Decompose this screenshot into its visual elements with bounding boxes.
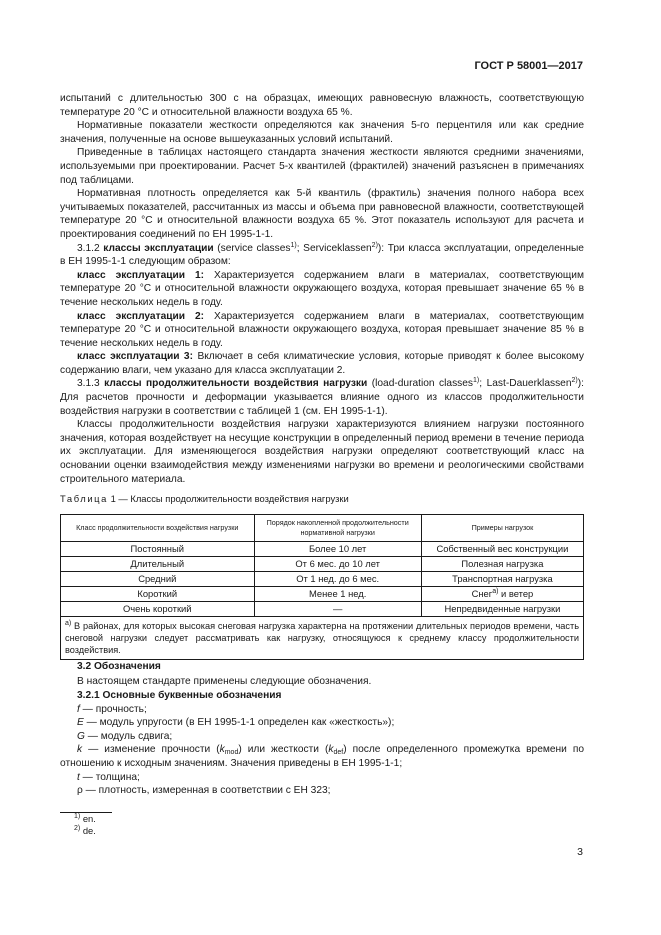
service-class-2: класс эксплуатации 2: Характеризуется содержанием влаги в материалах, соответствующим температуре 20 °С и относительной влажности окружающего воздуха, которая превышает значение 85 % в течение нескольких недель в году. <box>60 310 584 349</box>
term-3-1-3: 3.1.3 классы продолжительности воздействия нагрузки (load-duration classes$^{1)}$; Last-Dauerklassen$^{2)}$): Для расчетов прочности и деформации указывается влияние одного из классов продолжительности воздействия нагрузки в соответствии с таблицей 1 (см. ЕН 1995-1-1). <box>60 377 584 417</box>
table-cell: Более 10 лет <box>254 541 421 556</box>
table-cell: Полезная нагрузка <box>421 556 583 571</box>
symbol-rho: ρ — плотность, измеренная в соответствии с ЕН 323; <box>77 785 331 797</box>
footnote-ref: 2) <box>571 377 578 385</box>
paragraph: В настоящем стандарте применены следующие обозначения. <box>77 676 372 688</box>
document-id-header: ГОСТ Р 58001—2017 <box>474 60 583 72</box>
table-cell: Короткий <box>61 586 255 601</box>
column-header: Примеры нагрузок <box>421 514 583 541</box>
symbol-e: E — модуль упругости (в ЕН 1995-1-1 определен как «жесткость»); <box>77 717 395 729</box>
table-cell: Транспортная нагрузка <box>421 571 583 586</box>
paragraph: Приведенные в таблицах настоящего стандарта значения жесткости являются средними значениями, используемыми при проектировании. Расчет 5-х квантилей (фрактилей) значений разъяснен в примечаниях под таблицами. <box>60 147 584 186</box>
table-row <box>61 571 584 586</box>
paragraph: Нормативная плотность определяется как 5-й квантиль (фрактиль) значения полного набора всех учитываемых показателей, рассчитанных из массы и объема при равновесной влажности, соответствующей температуре 20 °С и относительной влажности воздуха 65 %. Этот показатель используют для расчета и проектирования соединений по ЕН 1995-1-1. <box>60 188 584 240</box>
footnote-ref: 1) <box>473 377 480 385</box>
symbol-g: G — модуль сдвига; <box>77 730 173 742</box>
load-duration-table <box>60 514 584 660</box>
table-cell: — <box>254 601 421 616</box>
footnote-ref: 1) <box>290 241 297 249</box>
term-label: классы продолжительности воздействия нагрузки <box>104 378 368 390</box>
symbol-k: k — изменение прочности $(k_{mod})$ или жесткости $(k_{def})$ после определенного промежутка времени по отношению к исходным значениям. Значения приведены в ЕН 1995-1-1; <box>60 744 585 769</box>
document-body <box>60 92 584 837</box>
footnote-ref: a) <box>492 587 499 595</box>
paragraph: испытаний с длительностью 300 с на образцах, имеющих равновесную влажность, соответствующую температуре 20 °С и относительной влажности воздуха 65 %. <box>60 93 584 118</box>
section-title: 3.2 Обозначения <box>77 660 161 672</box>
table-caption: Таблица 1 — Классы продолжительности воздействия нагрузки <box>60 493 349 505</box>
table-footnote: $^{a)}$ В районах, для которых высокая снеговая нагрузка характерна на протяжении длительных периодов времени, часть снеговой нагрузки следует рассматривать как нагрузку, относящуюся к среднему классу продолжительности воздействия. <box>61 616 584 659</box>
table-row <box>61 541 584 556</box>
symbol-t: t — толщина; <box>77 771 140 783</box>
column-header: Класс продолжительности воздействия нагрузки <box>61 514 255 541</box>
table-row <box>61 586 584 601</box>
symbol-f: f — прочность; <box>77 703 147 715</box>
paragraph: Классы продолжительности воздействия нагрузки характеризуются влиянием нагрузки постоянного значения, которая воздействует на несущие конструкции в определенный период времени в течение периода их эксплуатации. Для изменяющегося воздействия нагрузки определяют соответствующий класс на основании оценки взаимодействия между изменениями нагрузки во времени и реологическими свойствами строительного материала. <box>60 419 584 485</box>
column-header: Порядок накопленной продолжительности нормативной нагрузки <box>254 514 421 541</box>
paragraph: Нормативные показатели жесткости определяются как значения 5-го перцентиля или как средние значения, полученные на основе вышеуказанных условий испытаний. <box>60 120 584 145</box>
table-cell: Длительный <box>61 556 255 571</box>
table-cell: Снег$^{a)}$ и ветер <box>421 586 583 601</box>
page-number: 3 <box>577 846 583 858</box>
subsection-title: 3.2.1 Основные буквенные обозначения <box>77 690 282 701</box>
table-footnote-row <box>61 616 584 659</box>
service-class-1: класс эксплуатации 1: Характеризуется содержанием влаги в материалах, соответствующим температуре 20 °С и относительной влажности окружающего воздуха, которая превышает значение 65 % в течение нескольких недель в году. <box>60 269 584 308</box>
table-cell: Собственный вес конструкции <box>421 541 583 556</box>
footnote: $^{2)}$ de. <box>74 824 96 836</box>
table-row <box>61 601 584 616</box>
table-cell: Средний <box>61 571 255 586</box>
table-cell: Постоянный <box>61 541 255 556</box>
table-cell: От 6 мес. до 10 лет <box>254 556 421 571</box>
term-3-1-2: 3.1.2 классы эксплуатации (service classes$^{1)}$; Serviceklassen$^{2)}$): Три класса эксплуатации, определенные в ЕН 1995-1-1 следующим образом: <box>60 241 584 268</box>
table-cell: Менее 1 нед. <box>254 586 421 601</box>
term-label: классы эксплуатации <box>103 242 214 254</box>
table-cell: Непредвиденные нагрузки <box>421 601 583 616</box>
table-cell: От 1 нед. до 6 мес. <box>254 571 421 586</box>
footnote-ref: 2) <box>371 241 378 249</box>
table-cell: Очень короткий <box>61 601 255 616</box>
footnote: $^{1)}$ en. <box>74 812 96 824</box>
service-class-3: класс эксплуатации 3: Включает в себя климатические условия, которые приводят к более высокому содержанию влаги, чем указано для класса эксплуатации 2. <box>60 351 584 376</box>
table-header-row <box>61 514 584 541</box>
table-row <box>61 556 584 571</box>
